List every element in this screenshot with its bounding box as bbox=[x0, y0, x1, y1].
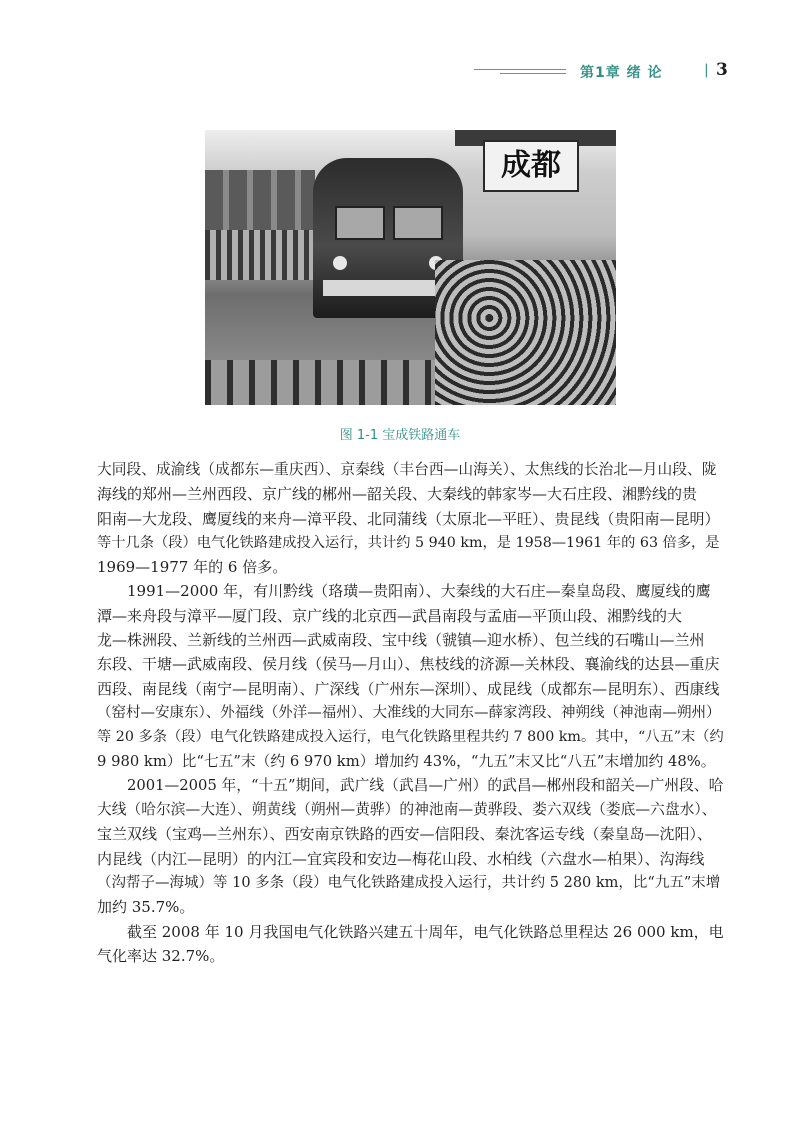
train-photo bbox=[205, 130, 616, 405]
loco-window-left bbox=[335, 206, 385, 240]
text-line: 截至 2008 年 10 月我国电气化铁路兴建五十周年，电气化铁路总里程达 26 000 km，电 bbox=[127, 922, 724, 941]
paragraph bbox=[97, 579, 725, 773]
crowd-left bbox=[205, 230, 315, 280]
text-line: 龙—株洲段、兰新线的兰州西—武威南段、宝中线（虢镇—迎水桥）、包兰线的石嘴山—兰州 bbox=[97, 631, 705, 650]
running-header bbox=[0, 58, 800, 88]
loco-banner bbox=[323, 280, 453, 296]
paragraph bbox=[97, 920, 725, 969]
text-line: 东段、干塘—武威南段、侯月线（侯马—月山）、焦枝线的济源—关林段、襄渝线的达县—重庆 bbox=[97, 655, 720, 674]
headlight-left bbox=[333, 256, 347, 270]
paragraph bbox=[97, 774, 725, 920]
figure-caption: 图 1-1 宝成铁路通车 bbox=[339, 428, 461, 443]
header-rule-short bbox=[500, 73, 566, 74]
chapter-title: 第1章 绪 论 bbox=[580, 65, 663, 81]
text-line: 1991—2000 年，有川黔线（珞璜—贵阳南）、大秦线的大石庄—秦皇岛段、鹰厦线的鹰 bbox=[127, 582, 711, 601]
text-line: 内昆线（内江—昆明）的内江—宜宾段和安边—梅花山段、水柏线（六盘水—柏果）、沟海线 bbox=[97, 849, 705, 868]
text-line: 宝兰双线（宝鸡—兰州东）、西安南京铁路的西安—信阳段、秦沈客运专线（秦皇岛—沈阳）、 bbox=[97, 825, 713, 844]
header-separator: | bbox=[704, 62, 709, 78]
text-line: 等 20 多条（段）电气化铁路建成投入运行，电气化铁路里程共约 7 800 km。其中，“八五”末（约 bbox=[97, 729, 724, 746]
text-line: 阳南—大龙段、鹰厦线的来舟—漳平段、北同蒲线（太原北—平旺）、贵昆线（贵阳南—昆明） bbox=[97, 509, 720, 528]
header-rule-long bbox=[474, 69, 566, 70]
text-line: 等十几条（段）电气化铁路建成投入运行，共计约 5 940 km，是 1958—1961 年的 63 倍多，是 bbox=[97, 534, 720, 551]
text-line: 2001—2005 年，“十五”期间，武广线（武昌—广州）的武昌—郴州段和韶关—广州段、哈 bbox=[127, 776, 724, 794]
platform-crowd bbox=[435, 260, 616, 405]
loco-window-right bbox=[393, 206, 443, 240]
text-line: 1969—1977 年的 6 倍多。 bbox=[97, 558, 288, 577]
text-line: 加约 35.7%。 bbox=[97, 898, 195, 917]
text-line: 气化率达 32.7%。 bbox=[97, 946, 225, 965]
text-line: 大线（哈尔滨—大连）、朔黄线（朔州—黄骅）的神池南—黄骅段、娄六双线（娄底—六盘水）、 bbox=[97, 801, 717, 819]
passenger-train bbox=[205, 170, 315, 230]
station-sign: 成都 bbox=[483, 140, 579, 192]
text-line: 9 980 km）比“七五”末（约 6 970 km）增加约 43%，“九五”末又比“八五”末增加约 48%。 bbox=[97, 752, 716, 770]
body-text bbox=[97, 458, 725, 968]
text-line: 大同段、成渝线（成都东—重庆西）、京秦线（丰台西—山海关）、太焦线的长治北—月山段、陇 bbox=[97, 461, 717, 478]
paragraph bbox=[97, 458, 725, 579]
railway-track bbox=[205, 360, 435, 405]
page-number: 3 bbox=[716, 60, 728, 80]
text-line: 西段、南昆线（南宁—昆明南）、广深线（广州东—深圳）、成昆线（成都东—昆明东）、西康线 bbox=[97, 679, 720, 698]
text-line: （沟帮子—海城）等 10 多条（段）电气化铁路建成投入运行，共计约 5 280 km，比“九五”末增 bbox=[97, 875, 721, 892]
text-line: （窑村—安康东）、外福线（外洋—福州）、大准线的大同东—薛家湾段、神朔线（神池南—朔州） bbox=[97, 704, 721, 721]
text-line: 潭—来舟段与漳平—厦门段、京广线的北京西—武昌南段与孟庙—平顶山段、湘黔线的大 bbox=[97, 606, 683, 625]
text-line: 海线的郑州—兰州西段、京广线的郴州—韶关段、大秦线的韩家岑—大石庄段、湘黔线的贵 bbox=[97, 485, 698, 504]
